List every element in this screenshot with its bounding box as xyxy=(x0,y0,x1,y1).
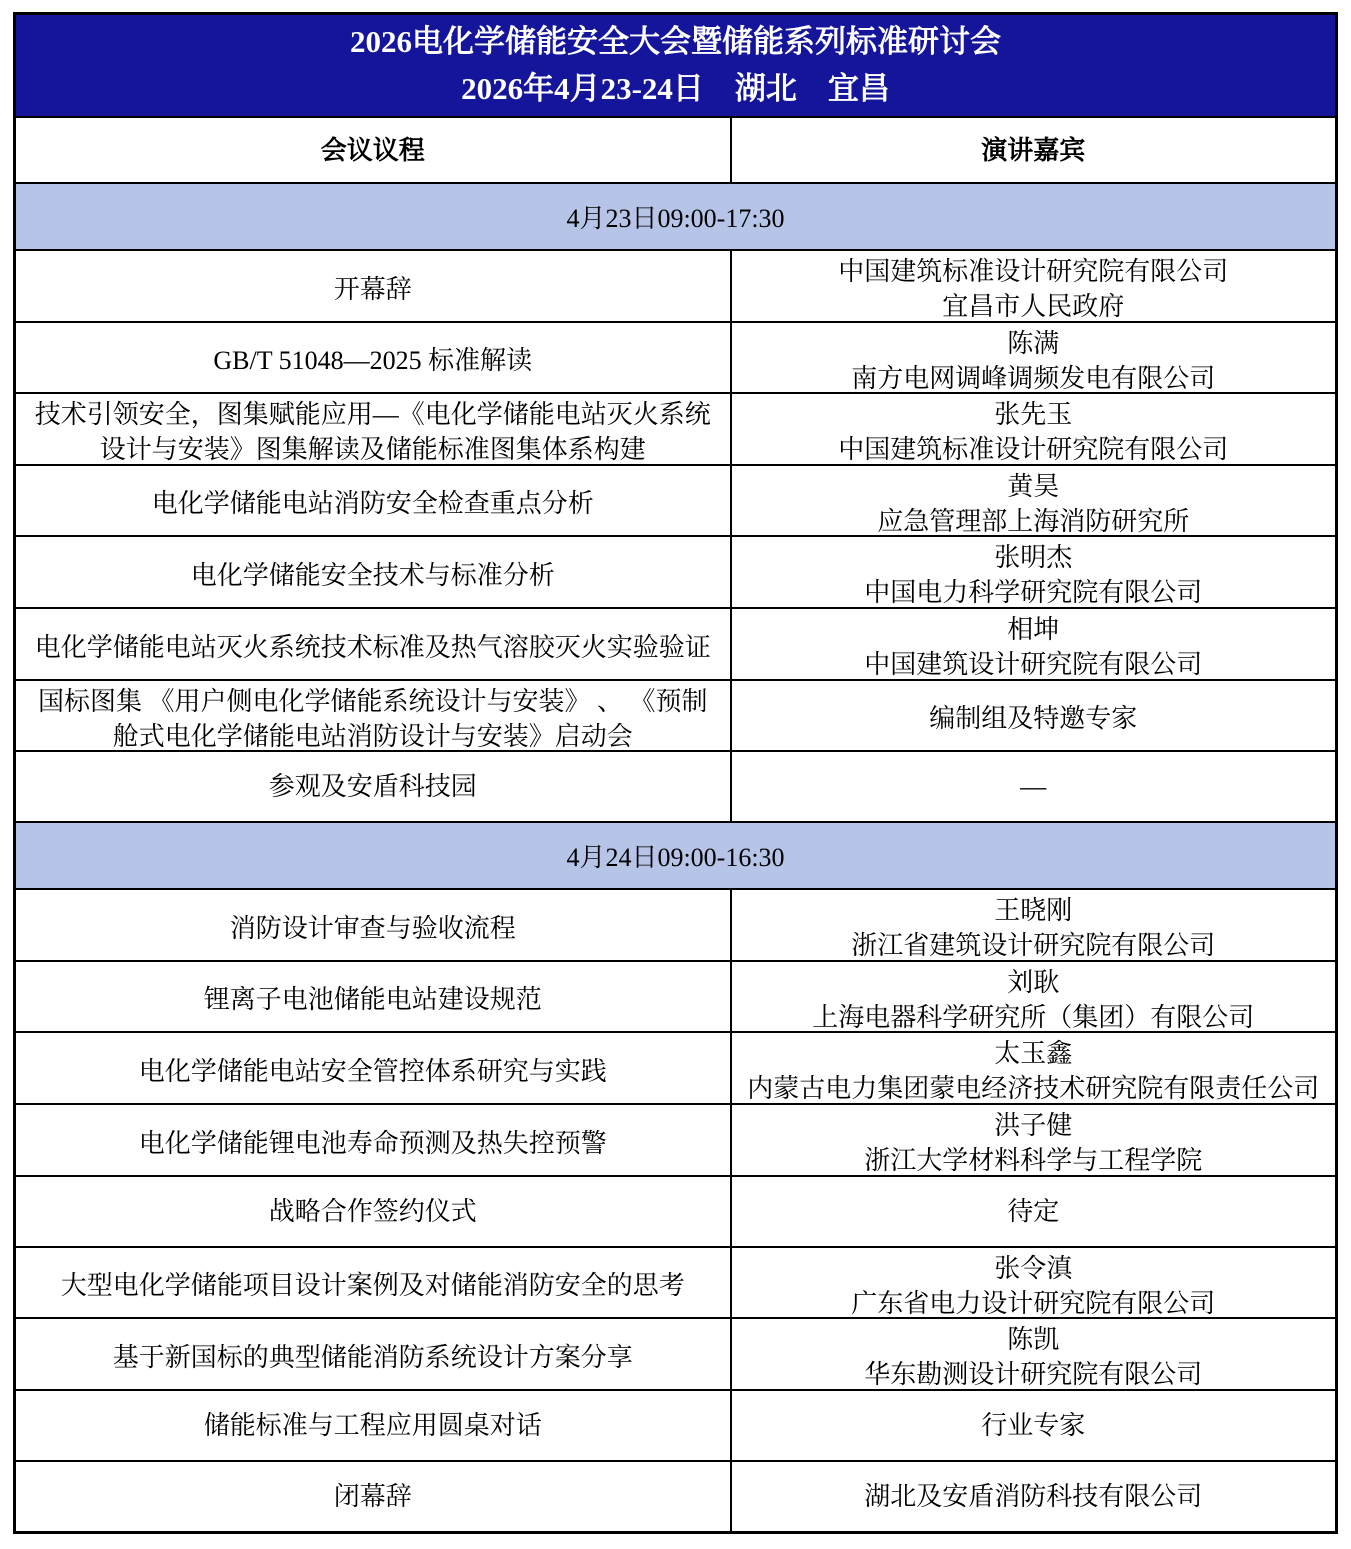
table-row xyxy=(16,752,1335,823)
table-row xyxy=(16,962,1335,1034)
speaker-name: 中国建筑标准设计研究院有限公司 xyxy=(838,257,1229,286)
agenda-cell: 基于新国标的典型储能消防系统设计方案分享 xyxy=(112,1342,633,1372)
speaker-name: 张明杰 xyxy=(994,543,1073,573)
agenda-cell: GB/T 51048—2025 标准解读 xyxy=(213,346,533,376)
speaker-name: 陈满 xyxy=(1007,328,1060,358)
agenda-cell: 电化学储能安全技术与标准分析 xyxy=(190,560,555,590)
speaker-name: 太玉鑫 xyxy=(994,1039,1073,1069)
conference-date-location: 2026年4月23-24日 湖北 宜昌 xyxy=(461,70,890,106)
agenda-cell: 消防设计审查与验收流程 xyxy=(229,913,516,943)
speaker-cell xyxy=(730,962,1335,1038)
speaker-cell xyxy=(730,1248,1335,1324)
table-row xyxy=(16,1319,1335,1391)
speaker-cell xyxy=(730,609,1335,685)
speaker-org: 应急管理部上海消防研究所 xyxy=(877,506,1190,536)
speaker-name: 张先玉 xyxy=(994,400,1073,430)
speaker-cell xyxy=(730,1462,1335,1531)
speaker-cell xyxy=(730,890,1335,966)
section-header-day1: 4月23日09:00-17:30 xyxy=(16,184,1335,251)
table-row xyxy=(16,394,1335,466)
speaker-name: 黄昊 xyxy=(1007,471,1060,501)
agenda-table xyxy=(13,12,1338,1534)
table-row xyxy=(16,609,1335,681)
speaker-org: 宜昌市人民政府 xyxy=(942,292,1125,321)
speaker-name: 湖北及安盾消防科技有限公司 xyxy=(864,1481,1203,1511)
speaker-org: 中国建筑设计研究院有限公司 xyxy=(864,650,1203,680)
agenda-cell: 战略合作签约仪式 xyxy=(268,1196,477,1226)
section-header-day2: 4月24日09:00-16:30 xyxy=(16,823,1335,890)
speaker-cell xyxy=(730,1177,1335,1246)
table-row xyxy=(16,1177,1335,1248)
speaker-cell xyxy=(730,466,1335,542)
table-row xyxy=(16,890,1335,962)
table-row xyxy=(16,1105,1335,1177)
speaker-org: 内蒙古电力集团蒙电经济技术研究院有限责任公司 xyxy=(747,1074,1320,1104)
column-header-agenda: 会议议程 xyxy=(320,135,425,165)
agenda-cell: 技术引领安全，图集赋能应用—《电化学储能电站灭火系统设计与安装》图集解读及储能标准图集体系构建 xyxy=(34,400,711,465)
speaker-org: 华东勘测设计研究院有限公司 xyxy=(864,1360,1203,1390)
speaker-cell xyxy=(730,1391,1335,1460)
table-row xyxy=(16,537,1335,609)
speaker-cell xyxy=(730,681,1335,757)
agenda-cell: 电化学储能电站灭火系统技术标准及热气溶胶灭火实验验证 xyxy=(34,632,711,662)
agenda-cell: 储能标准与工程应用圆桌对话 xyxy=(203,1410,542,1440)
speaker-name: 洪子健 xyxy=(994,1111,1073,1141)
agenda-cell: 国标图集 《用户侧电化学储能系统设计与安装》 、 《预制舱式电化学储能电站消防设计与安装》启动会 xyxy=(38,686,708,751)
speaker-name: — xyxy=(1020,772,1047,802)
speaker-cell xyxy=(730,1105,1335,1181)
agenda-cell: 锂离子电池储能电站建设规范 xyxy=(203,985,542,1015)
speaker-org: 广东省电力设计研究院有限公司 xyxy=(851,1288,1216,1318)
speaker-cell xyxy=(730,394,1335,470)
table-row xyxy=(16,1033,1335,1105)
agenda-cell: 参观及安盾科技园 xyxy=(268,772,477,802)
speaker-cell xyxy=(730,1033,1335,1109)
speaker-name: 张令滇 xyxy=(994,1253,1073,1283)
speaker-cell xyxy=(730,251,1335,327)
speaker-org: 上海电器科学研究所（集团）有限公司 xyxy=(812,1002,1255,1032)
table-row xyxy=(16,251,1335,323)
table-row xyxy=(16,466,1335,538)
speaker-cell xyxy=(730,323,1335,399)
speaker-org: 中国建筑标准设计研究院有限公司 xyxy=(838,435,1229,465)
table-row xyxy=(16,1248,1335,1320)
table-row xyxy=(16,681,1335,753)
agenda-cell: 大型电化学储能项目设计案例及对储能消防安全的思考 xyxy=(60,1271,685,1301)
speaker-name: 相坤 xyxy=(1007,615,1060,645)
speaker-name: 待定 xyxy=(1007,1196,1060,1226)
agenda-cell: 闭幕辞 xyxy=(333,1481,412,1511)
column-header-row xyxy=(16,118,1335,184)
agenda-cell: 电化学储能电站安全管控体系研究与实践 xyxy=(138,1056,607,1086)
conference-title: 2026电化学储能安全大会暨储能系列标准研讨会 xyxy=(350,23,1001,59)
speaker-name: 行业专家 xyxy=(981,1410,1086,1440)
agenda-cell: 电化学储能锂电池寿命预测及热失控预警 xyxy=(138,1128,607,1158)
table-row xyxy=(16,1462,1335,1531)
speaker-cell xyxy=(730,537,1335,613)
speaker-org: 中国电力科学研究院有限公司 xyxy=(864,578,1203,608)
agenda-cell: 电化学储能电站消防安全检查重点分析 xyxy=(151,489,594,519)
agenda-cell: 开幕辞 xyxy=(333,274,412,304)
conference-banner xyxy=(16,15,1335,118)
speaker-name: 编制组及特邀专家 xyxy=(929,704,1138,734)
column-header-speaker: 演讲嘉宾 xyxy=(730,118,1335,182)
speaker-name: 王晓刚 xyxy=(994,896,1073,926)
speaker-org: 浙江省建筑设计研究院有限公司 xyxy=(851,931,1216,961)
speaker-cell xyxy=(730,752,1335,821)
table-row xyxy=(16,1391,1335,1462)
speaker-name: 刘耿 xyxy=(1007,967,1060,997)
speaker-org: 南方电网调峰调频发电有限公司 xyxy=(851,363,1216,393)
table-row xyxy=(16,323,1335,395)
speaker-name: 陈凯 xyxy=(1007,1325,1060,1355)
speaker-org: 浙江大学材料科学与工程学院 xyxy=(864,1146,1203,1176)
speaker-cell xyxy=(730,1319,1335,1395)
